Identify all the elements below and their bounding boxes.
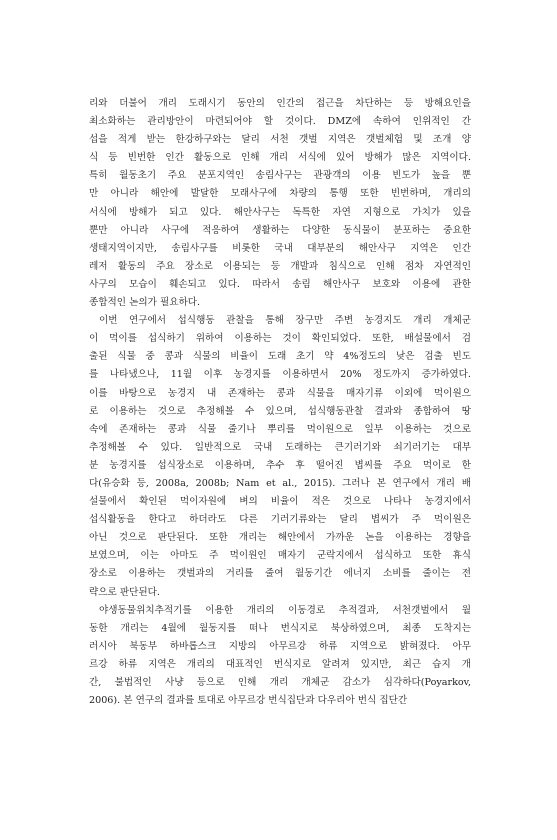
text-line: 속에 존재하는 콩과 식물 줄기나 뿌리를 먹이원으로 일부 이용하는 것으로 [89,423,471,435]
text-line: 레저 활동의 주요 장소로 이용되는 등 개발과 침식으로 인해 점차 자연적인 [89,260,471,272]
text-line: 만 아니라 해안에 발달한 모래사구에 차량의 통행 또한 빈번하며, 개리의 [89,188,471,200]
text-line: 야생동물위치추적기를 이용한 개리의 이동경로 추적결과, 서천갯벌에서 월 [99,604,471,616]
text-line: 로 이용하는 것으로 추정해볼 수 있으며, 섭식행동관찰 결과와 종합하여 땅 [89,405,471,417]
paragraph [89,312,471,602]
text-line: 최소화하는 관리방안이 마련되어야 할 것이다. DMZ에 속하여 인위적인 간 [89,116,471,128]
text-line: 이를 바탕으로 농경지 내 존재하는 콩과 식물을 매자기류 이외에 먹이원으 [89,387,471,399]
text-line: 서식에 방해가 되고 있다. 해안사구는 독특한 자연 지형으로 가치가 있을 [89,206,471,218]
text-line: 생태지역이지만, 송림사구를 비롯한 국내 대부분의 해안사구 지역은 인간 [89,242,471,254]
text-line: 간, 불법적인 사냥 등으로 인해 개리 개체군 감소가 심각하다(Poyarkov, [89,677,471,688]
text-line: 러시아 북동부 하바롭스크 지방의 아무르강 하류 지역으로 밝혀졌다. 아무 [89,640,471,652]
text-line: 동한 개리는 4월에 월동지를 떠나 번식지로 북상하였으며, 최종 도착지는 [89,622,471,634]
text-line: 보였으며, 이는 아마도 주 먹이원인 매자기 군락지에서 섭식하고 또한 휴식 [89,550,471,562]
text-line: 2006). 본 연구의 결과를 토대로 아무르강 번식집단과 다우리아 번식 집단간 [89,695,408,707]
text-line: 사구의 모습이 훼손되고 있다. 따라서 송림 해안사구 보호와 이용에 관한 [89,278,471,290]
text-line: 이번 연구에서 섭식행동 관찰을 통해 장구만 주변 농경지도 개리 개체군 [99,315,471,327]
text-line: 이 먹이를 섭식하기 위하여 이용하는 것이 확인되었다. 또한, 배설물에서 검 [89,333,471,345]
text-line: 략으로 판단된다. [89,586,160,598]
text-line: 분 농경지를 섭식장소로 이용하며, 추수 후 떨어진 볍씨를 주요 먹이로 한 [89,459,471,471]
text-line: 출된 식물 중 콩과 식물의 비율이 도래 초기 약 4%정도의 낮은 검출 빈도 [89,351,471,363]
text-line: 특히 월동초기 주요 분포지역인 송림사구는 관광객의 이용 빈도가 높을 뿐 [89,170,471,182]
text-line: 장소로 이용하는 갯벌과의 거리를 줄여 월동기간 에너지 소비를 줄이는 전 [89,568,471,580]
text-line: 리와 더불어 개리 도래시기 동안의 인간의 접근을 차단하는 등 방해요인을 [89,98,471,109]
text-line: 뿐만 아니라 사구에 적응하여 생활하는 다양한 동식물이 분포하는 중요한 [89,224,471,236]
text-line: 섭식활동을 한다고 하더라도 다른 기러기류와는 달리 볍씨가 주 먹이원은 [89,514,471,526]
text-line: 섭을 적게 받는 한강하구와는 달리 서천 갯벌 지역은 갯벌체험 및 조개 양 [89,134,471,146]
text-line: 르강 하류 지역은 개리의 대표적인 번식지로 알려져 있지만, 최근 습지 개 [89,658,471,670]
paragraph [89,95,471,312]
text-line: 아닌 것으로 판단된다. 또한 개리는 해안에서 가까운 논을 이용하는 경향을 [89,532,471,544]
text-line: 설물에서 확인된 먹이자원에 벼의 비율이 적은 것으로 나타나 농경지에서 [89,496,471,508]
paragraph [89,602,471,711]
text-line: 다(유승화 등, 2008a, 2008b; Nam et al., 2015). 그러나 본 연구에서 개리 배 [89,477,471,489]
text-line: 종합적인 논의가 필요하다. [89,297,201,309]
body-text [89,95,471,710]
text-line: 를 나타냈으나, 11월 이후 농경지를 이용하면서 20% 정도까지 증가하였다. [89,369,471,381]
text-line: 식 등 빈번한 인간 활동으로 인해 개리 서식에 있어 방해가 많은 지역이다. [89,152,471,164]
text-line: 추정해볼 수 있다. 일반적으로 국내 도래하는 큰기러기와 쇠기러기는 대부 [89,441,471,453]
